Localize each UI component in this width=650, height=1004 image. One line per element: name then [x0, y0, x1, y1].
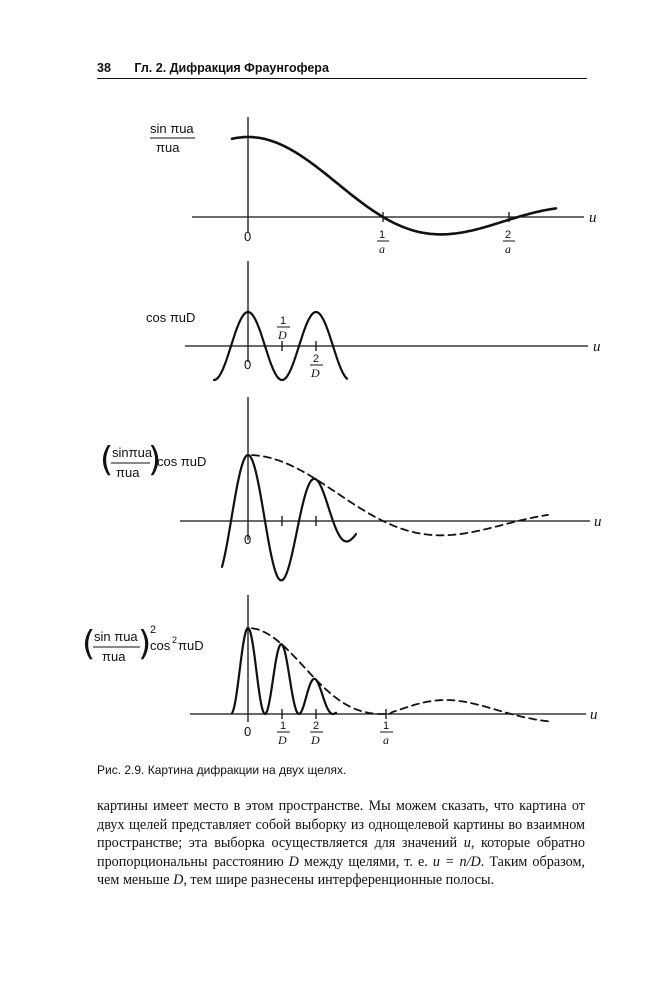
- p4-origin: 0: [244, 724, 252, 739]
- p4-label-den: πua: [102, 649, 126, 664]
- p1-tick-2a-num: 2: [505, 229, 512, 241]
- p2-tick-1d-den: D: [278, 328, 287, 342]
- p4-axis-u: u: [590, 707, 598, 723]
- sinc-squared-envelope-dashed: [252, 628, 550, 721]
- p1-label-num: sin πua: [150, 121, 194, 136]
- p3-paren-right: ): [148, 440, 162, 480]
- p4-label-tail-sup: 2: [172, 635, 178, 645]
- p3-label-num: sinπua: [112, 445, 153, 460]
- p4-label-tail-b: πuD: [178, 638, 204, 653]
- p3-origin: 0: [244, 532, 252, 547]
- p1-label-den: πua: [156, 140, 180, 155]
- p4-tick-2d-num: 2: [313, 720, 320, 732]
- p4-tick-2d-den: D: [311, 733, 320, 747]
- p1-tick-1a-den: a: [379, 242, 385, 256]
- figure-caption: Рис. 2.9. Картина дифракции на двух щелях.: [97, 763, 347, 777]
- p1-origin: 0: [244, 229, 252, 244]
- page-number: 38: [97, 61, 111, 75]
- sinc-envelope-dashed: [252, 455, 548, 535]
- p3-label-den: πua: [116, 465, 140, 480]
- p4-tick-1a-num: 1: [383, 720, 390, 732]
- p2-label: cos πuD: [146, 310, 196, 325]
- p4-tick-1a-den: a: [383, 733, 389, 747]
- chapter-title: Гл. 2. Дифракция Фраунгофера: [134, 61, 329, 75]
- p2-tick-2d-num: 2: [313, 353, 320, 365]
- p4-paren-left: (: [82, 624, 96, 664]
- p4-paren-right: ): [138, 624, 152, 664]
- p2-origin: 0: [244, 357, 252, 372]
- p2-tick-1d-num: 1: [280, 315, 287, 327]
- p4-tick-1d-num: 1: [280, 720, 287, 732]
- p3-paren-left: (: [100, 440, 114, 480]
- p4-label-power: 2: [150, 624, 157, 636]
- body-paragraph: картины имеет место в этом пространстве. Мы можем сказать, что картина от двух щелей представляет собой выборку из однощелевой картины во взаимном пространстве; эта выборка осуществляется для значений u, которые обратно пропорциональны расстоянию D между щелями, т. е. u = n/D. Таким образом, чем меньше D, тем шире разнесены интерференционные полосы.: [97, 798, 585, 889]
- p2-axis-u: u: [593, 339, 601, 355]
- p4-tick-1d-den: D: [278, 733, 287, 747]
- p1-tick-1a-num: 1: [379, 229, 386, 241]
- p4-label-num: sin πua: [94, 629, 138, 644]
- p1-tick-2a-den: a: [505, 242, 511, 256]
- p3-axis-u: u: [594, 514, 602, 530]
- p4-label-tail-a: cos: [150, 638, 171, 653]
- p2-tick-2d-den: D: [311, 366, 320, 380]
- p3-label-tail: cos πuD: [157, 454, 207, 469]
- p1-axis-u: u: [589, 210, 597, 226]
- product-curve: [222, 455, 356, 580]
- sinc-curve: [232, 137, 556, 234]
